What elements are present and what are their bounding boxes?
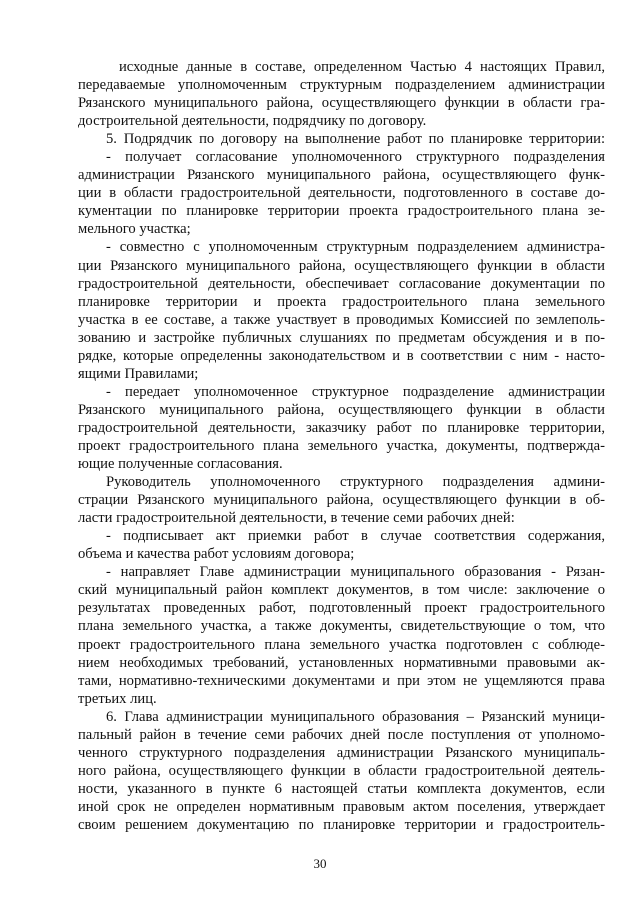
text-line: - совместно с уполномоченным структурным подразделением администра- bbox=[106, 239, 605, 256]
text-line: передаваемые уполномоченным структурным подразделением администрации bbox=[78, 77, 605, 94]
text-line: объема и качества работ условиям договора; bbox=[78, 546, 355, 563]
text-line: ции в области градостроительной деятельности, подготовленного в составе до- bbox=[78, 185, 605, 202]
text-line: градостроительной деятельности, обеспечивает согласование документации по bbox=[78, 275, 605, 292]
text-line: страции Рязанского муниципального района, осуществляющего функции в об- bbox=[78, 492, 605, 509]
text-line: участка в ее составе, а также участвует в проводимых Комиссией по землеполь- bbox=[78, 311, 605, 328]
text-line: ченного структурного подразделения администрации Рязанского муниципаль- bbox=[78, 744, 605, 761]
body-text bbox=[78, 58, 605, 834]
text-line: зованию и застройке публичных слушаниях по предметам обсуждения и в по- bbox=[78, 329, 605, 346]
text-line: администрации Рязанского муниципального района, осуществляющего функ- bbox=[78, 167, 605, 184]
text-line: - получает согласование уполномоченного структурного подразделения bbox=[106, 149, 605, 166]
text-line: 6. Глава администрации муниципального образования – Рязанский муници- bbox=[106, 708, 605, 725]
text-line: ющие полученные согласования. bbox=[78, 456, 283, 473]
text-line: Рязанского муниципального района, осуществляющего функции в области bbox=[78, 401, 605, 418]
text-line: пальный район в течение семи рабочих дней после поступления от уполномо- bbox=[78, 726, 605, 743]
text-line: иной срок не определен нормативным правовым актом поселения, утверждает bbox=[78, 798, 605, 815]
text-line: мельного участка; bbox=[78, 221, 191, 238]
text-line: ласти градостроительной деятельности, в течение семи рабочих дней: bbox=[78, 510, 515, 527]
text-line: своим решением документацию по планировке территории и градостроитель- bbox=[78, 816, 605, 833]
text-line: - передает уполномоченное структурное подразделение администрации bbox=[106, 383, 605, 400]
text-line: ский муниципальный район комплект документов, в том числе: заключение о bbox=[78, 582, 605, 599]
text-line: третьих лиц. bbox=[78, 690, 157, 707]
text-line: проект градостроительного плана земельного участка, документы, подтвержда- bbox=[78, 437, 605, 454]
text-line: кументации по планировке территории проекта градостроительного плана зе- bbox=[78, 203, 605, 220]
text-line: рядке, которые определенны законодательством и в соответствии с ним - насто- bbox=[78, 347, 605, 364]
text-line: результатах проведенных работ, подготовленный проект градостроительного bbox=[78, 600, 605, 617]
text-line: Руководитель уполномоченного структурного подразделения админи- bbox=[106, 474, 605, 491]
text-line: - подписывает акт приемки работ в случае соответствия содержания, bbox=[106, 528, 605, 545]
text-line: проект градостроительного плана земельного участка подготовлен с соблюде- bbox=[78, 636, 605, 653]
text-line: плана земельного участка, а также документы, свидетельствующие о том, что bbox=[78, 618, 605, 635]
page-number: 30 bbox=[313, 856, 327, 871]
text-line: ящими Правилами; bbox=[78, 365, 199, 382]
text-line: планировке территории и проекта градостроительного плана земельного bbox=[78, 293, 605, 310]
text-line: Рязанского муниципального района, осуществляющего функции в области гра- bbox=[78, 95, 605, 112]
text-line: - направляет Главе администрации муниципального образования - Рязан- bbox=[106, 564, 605, 581]
text-line: ции Рязанского муниципального района, осуществляющего функции в области bbox=[78, 257, 605, 274]
text-line: исходные данные в составе, определенном Частью 4 настоящих Правил, bbox=[119, 59, 605, 75]
text-line: тами, нормативно-техническими документами и при этом не ущемляются права bbox=[78, 672, 605, 689]
text-line: ного района, осуществляющего функции в области градостроительной деятель- bbox=[78, 762, 605, 779]
text-line: ности, указанного в пункте 6 настоящей статьи комплекта документов, если bbox=[78, 780, 605, 797]
text-line: достроительной деятельности, подрядчику по договору. bbox=[78, 113, 427, 130]
text-line: градостроительной деятельности, заказчику работ по планировке территории, bbox=[78, 419, 605, 436]
text-line: нием необходимых требований, установленных нормативными правовыми ак- bbox=[78, 654, 605, 671]
text-line: 5. Подрядчик по договору на выполнение работ по планировке территории: bbox=[106, 131, 605, 148]
